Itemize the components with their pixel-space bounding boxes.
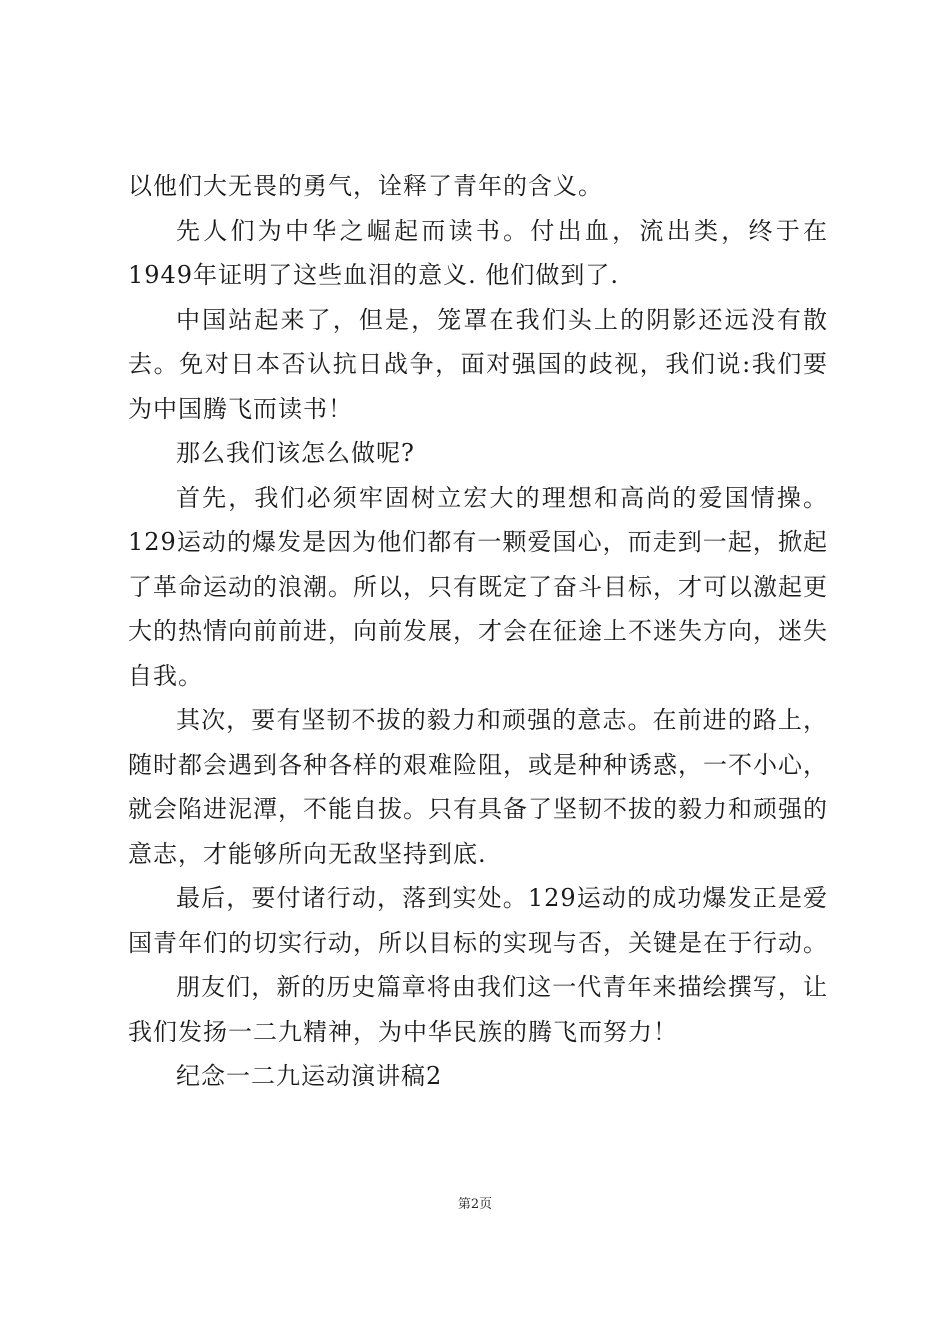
document-body [128,164,828,1099]
paragraph-china-stood-up: 中国站起来了，但是，笼罩在我们头上的阴影还远没有散去。免对日本否认抗日战争，面对强国的歧视，我们说:我们要为中国腾飞而读书！ [128,305,828,423]
paragraph-continuation: 以他们大无畏的勇气，诠释了青年的含义。 [128,172,603,200]
paragraph-finally: 最后，要付诸行动，落到实处。129运动的成功爆发正是爱国青年们的切实行动，所以目标的实现与否，关键是在于行动。 [128,884,828,957]
paragraph-first: 首先，我们必须牢固树立宏大的理想和高尚的爱国情操。129运动的爆发是因为他们都有一颗爱国心，而走到一起，掀起了革命运动的浪潮。所以，只有既定了奋斗目标，才可以激起更大的热情向前前进，向前发展，才会在征途上不迷失方向，迷失自我。 [128,483,828,690]
page-number: 第2页 [457,1197,493,1212]
section-heading: 纪念一二九运动演讲稿2 [176,1062,443,1090]
paragraph-second: 其次，要有坚韧不拔的毅力和顽强的意志。在前进的路上，随时都会遇到各种各样的艰难险阻，或是种种诱惑，一不小心，就会陷进泥潭，不能自拔。只有具备了坚韧不拔的毅力和顽强的意志，才能够所向无敌坚持到底. [128,706,828,868]
paragraph-question: 那么我们该怎么做呢? [176,439,415,467]
paragraph-friends: 朋友们，新的历史篇章将由我们这一代青年来描绘撰写，让我们发扬一二九精神，为中华民族的腾飞而努力！ [128,973,828,1046]
paragraph-ancestors: 先人们为中华之崛起而读书。付出血，流出类，终于在1949年证明了这些血泪的意义. 他们做到了. [128,216,828,289]
